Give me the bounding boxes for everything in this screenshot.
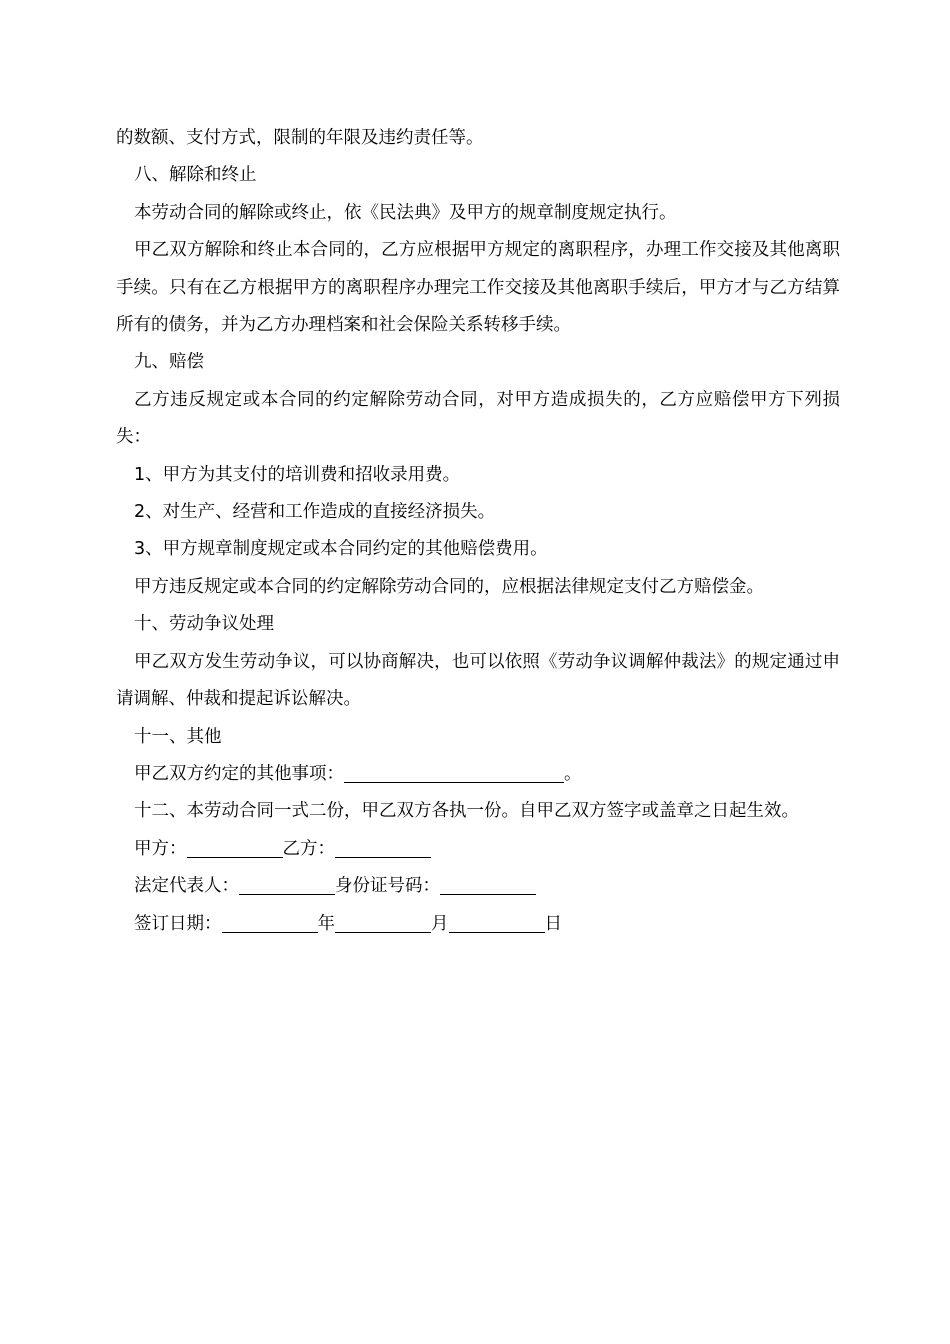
signature-date-line (116, 906, 840, 943)
month-blank[interactable] (335, 914, 431, 933)
paragraph-termination-basis: 本劳动合同的解除或终止，依《民法典》及甲方的规章制度规定执行。 (134, 202, 677, 223)
year-label: 年 (317, 913, 335, 934)
section-heading-other: 十一、其他 (134, 726, 222, 747)
other-matters-blank[interactable] (344, 764, 564, 783)
other-matters-line (116, 756, 840, 793)
party-a-label: 甲方： (134, 838, 187, 859)
other-matters-end: 。 (564, 763, 582, 784)
day-blank[interactable] (449, 914, 545, 933)
year-blank[interactable] (222, 914, 318, 933)
party-b-label: 乙方： (282, 838, 335, 859)
legal-rep-label: 法定代表人： (134, 876, 239, 897)
paragraph-dispute-resolution: 甲乙双方发生劳动争议，可以协商解决，也可以依照《劳动争议调解仲裁法》的规定通过申请调解、仲裁和提起诉讼解决。 (116, 651, 840, 710)
other-matters-label: 甲乙双方约定的其他事项： (134, 763, 344, 784)
list-item-compensation-2: 2、对生产、经营和工作造成的直接经济损失。 (134, 502, 496, 523)
party-a-blank[interactable] (187, 839, 283, 858)
section-heading-dispute: 十、劳动争议处理 (134, 614, 274, 635)
party-b-blank[interactable] (335, 839, 431, 858)
sign-date-label: 签订日期： (134, 913, 222, 934)
signature-parties-line (116, 831, 840, 868)
section-heading-termination: 八、解除和终止 (134, 165, 257, 186)
legal-rep-blank[interactable] (239, 876, 335, 895)
section-heading-compensation: 九、赔偿 (134, 352, 204, 373)
paragraph-continuation: 的数额、支付方式，限制的年限及违约责任等。 (116, 128, 484, 148)
paragraph-compensation-intro: 乙方违反规定或本合同的约定解除劳动合同，对甲方造成损失的，乙方应赔偿甲方下列损失： (116, 389, 840, 448)
list-item-compensation-1: 1、甲方为其支付的培训费和招收录用费。 (134, 464, 461, 485)
paragraph-employer-compensation: 甲方违反规定或本合同的约定解除劳动合同的，应根据法律规定支付乙方赔偿金。 (134, 576, 764, 597)
paragraph-termination-procedure: 甲乙双方解除和终止本合同的，乙方应根据甲方规定的离职程序，办理工作交接及其他离职手续。只有在乙方根据甲方的离职程序办理完工作交接及其他离职手续后，甲方才与乙方结算所有的债务，并为乙方办理档案和社会保险关系转移手续。 (116, 240, 840, 336)
list-item-compensation-3: 3、甲方规章制度规定或本合同约定的其他赔偿费用。 (134, 539, 548, 560)
day-label: 日 (544, 913, 562, 934)
id-number-label: 身份证号码： (335, 876, 440, 897)
document-body (116, 120, 840, 943)
paragraph-clause-12: 十二、本劳动合同一式二份，甲乙双方各执一份。自甲乙双方签字或盖章之日起生效。 (134, 801, 799, 822)
id-number-blank[interactable] (440, 876, 536, 895)
signature-representative-line (116, 868, 840, 905)
month-label: 月 (431, 913, 449, 934)
